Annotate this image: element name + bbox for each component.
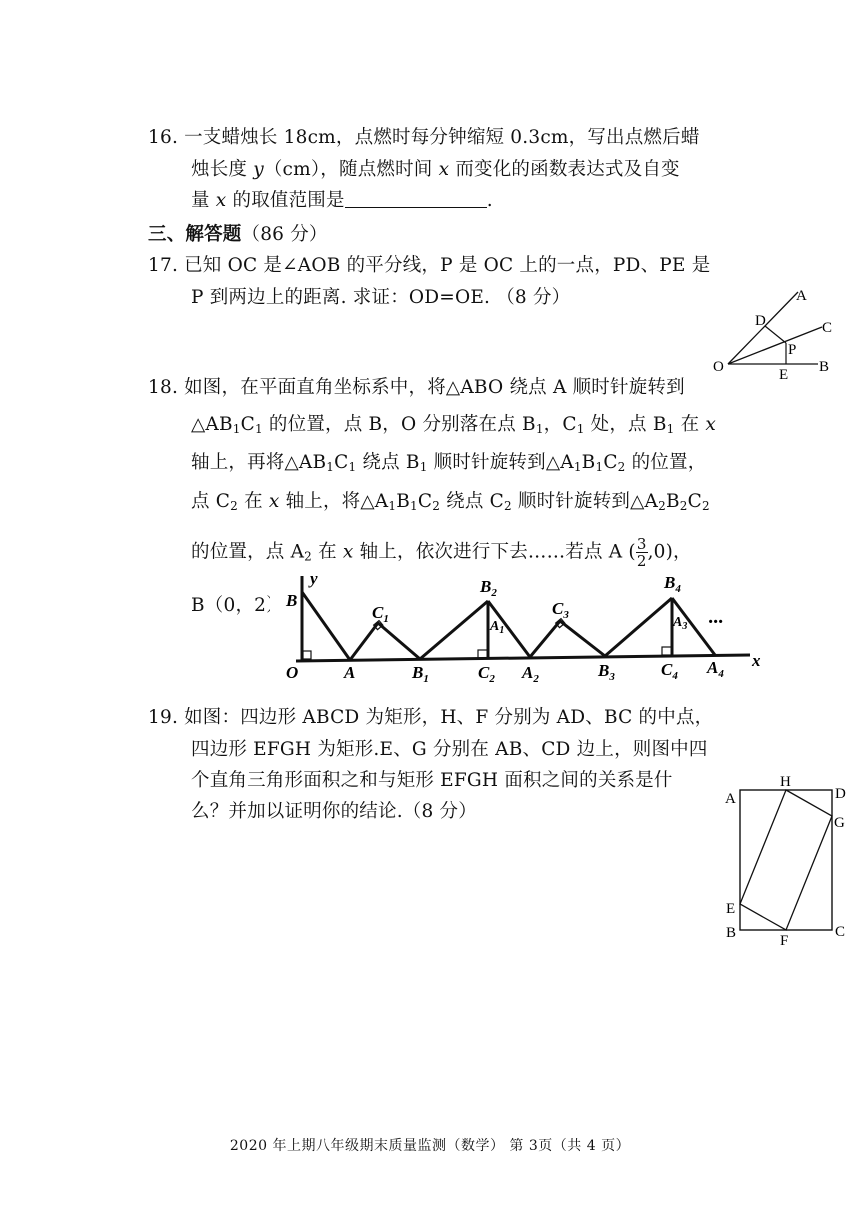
label-e: E (779, 367, 789, 383)
label-b2 (479, 577, 497, 599)
q19-line-1: 19. 如图：四边形 ABCD 为矩形，H、F 分别为 AD、BC 的中点， (148, 707, 714, 728)
q18-text: ,0)， (647, 541, 692, 563)
q18-text: C (603, 452, 618, 473)
q17-line-2: P 到两边上的距离. 求证：OD=OE. （8 分） (191, 287, 571, 308)
label-a4-main: A (707, 658, 719, 677)
q18-line-3 (191, 451, 706, 475)
q18-text: 的位置，点 A (191, 541, 305, 563)
label-b2-main: B (480, 577, 492, 596)
q19-line-4: 么？并加以证明你的结论.（8 分） (191, 801, 477, 822)
q18-line-4 (191, 490, 710, 514)
label-b2-sub: 2 (491, 587, 497, 599)
q18-text: 在 (674, 414, 706, 435)
fraction-denominator: 2 (636, 552, 647, 570)
subscript: 2 (503, 499, 512, 513)
label-o: O (713, 359, 724, 375)
triangle-a2b3c3 (530, 621, 605, 657)
q16-text: . (486, 190, 493, 211)
rectangle-abcd (740, 790, 832, 930)
q18-text: B (396, 491, 411, 512)
label-c1 (372, 603, 389, 625)
q18-text: C (417, 491, 433, 512)
page-footer: 2020 年上期八年级期末质量监测（数学） 第 3页（共 4 页） (229, 1138, 631, 1154)
rectangle-efgh (740, 790, 832, 930)
q17-line-1: 17. 已知 OC 是∠AOB 的平分线，P 是 OC 上的一点，PD、PE 是 (148, 255, 711, 276)
x-axis (296, 655, 750, 661)
label-c2-main: C (478, 663, 490, 682)
answer-blank[interactable] (345, 189, 487, 208)
label-a2 (521, 663, 539, 684)
subscript: 1 (255, 422, 263, 436)
label-c: C (822, 320, 833, 336)
q18-line-1: 18. 如图，在平面直角坐标系中，将△ABO 绕点 A 顺时针旋转到 (148, 377, 685, 398)
q16-line-1: 16. 一支蜡烛长 18cm，点燃时每分钟缩短 0.3cm，写出点燃后蜡 (148, 127, 700, 148)
label-a1-sub: 1 (499, 625, 505, 636)
label-b4 (663, 573, 681, 595)
q18-text: 轴上，依次进行下去……若点 A ( (353, 541, 636, 563)
q19-line-2: 四边形 EFGH 为矩形.E、G 分别在 AB、CD 边上，则图中四 (191, 739, 708, 760)
segment-ab (302, 592, 350, 660)
subscript: 1 (348, 460, 357, 474)
q18-text: B (581, 452, 596, 473)
subscript: 1 (410, 499, 418, 513)
q18-line-5 (191, 536, 692, 569)
var-x: x (215, 190, 227, 211)
var-y: y (253, 159, 264, 180)
label-c: C (835, 924, 846, 940)
q18-text: 轴上，将△A (279, 491, 389, 512)
right-angle-o (303, 651, 311, 659)
ray-oc (728, 327, 822, 364)
var-x: x (438, 159, 450, 180)
label-b: B (726, 925, 737, 941)
section-title: 三、解答题 (148, 224, 242, 245)
subscript: 1 (666, 422, 675, 436)
q18-text: C (240, 414, 255, 435)
q18-text: C (334, 452, 349, 473)
label-a1-main: A (490, 619, 500, 634)
label-b1 (411, 663, 429, 684)
q16-text: 而变化的函数表达式及自变 (449, 159, 680, 180)
subscript: 1 (573, 460, 582, 474)
label-c4-sub: 4 (672, 670, 678, 682)
label-o: O (286, 663, 299, 682)
label-a4-sub: 4 (718, 668, 724, 680)
q18-text: 在 (237, 491, 269, 512)
label-e: E (726, 901, 736, 917)
label-b4-main: B (664, 573, 676, 592)
subscript: 2 (701, 499, 710, 513)
q16-text: （cm），随点燃时间 (263, 159, 439, 180)
q19-line-3: 个直角三角形面积之和与矩形 EFGH 面积之间的关系是什 (191, 770, 673, 791)
label-c3-main: C (552, 599, 564, 618)
q18-text: 轴上，再将△AB (191, 452, 327, 473)
label-a: A (344, 663, 356, 682)
label-p: P (788, 342, 797, 358)
q18-text: C (687, 491, 702, 512)
label-d: D (755, 313, 766, 329)
q18-text: 顺时针旋转到△A (427, 452, 574, 473)
q16-text: 的取值范围是 (226, 190, 345, 211)
label-a: A (725, 791, 736, 807)
subscript: 2 (432, 499, 441, 513)
q18-text: 点 C (191, 491, 231, 512)
label-y: y (310, 569, 318, 588)
label-h: H (780, 774, 791, 790)
subscript: 2 (679, 499, 688, 513)
label-a3-main: A (673, 615, 683, 630)
label-dots: ··· (708, 611, 723, 633)
q18-text: 顺时针旋转到△A (511, 491, 659, 512)
fraction-numerator: 3 (636, 535, 647, 553)
q16-text: 烛长度 (191, 159, 254, 180)
label-b: B (286, 591, 298, 610)
label-a2-sub: 2 (533, 673, 539, 684)
subscript: 1 (326, 460, 335, 474)
label-b: B (819, 359, 830, 375)
label-c3-sub: 3 (563, 609, 569, 621)
q18-text: 的位置，点 B，O 分别落在点 B (262, 414, 536, 435)
label-a4 (706, 658, 724, 680)
q16-line-3 (191, 189, 493, 213)
q16-text: 量 (191, 190, 216, 211)
q18-text: △AB (191, 414, 233, 435)
q18-text: 绕点 B (356, 452, 420, 473)
section-heading (148, 223, 328, 247)
section-points: （86 分） (241, 224, 328, 245)
segment-pd (765, 326, 786, 343)
q18-line-6: B（0，2） (191, 595, 285, 616)
subscript: 2 (230, 499, 238, 513)
label-f: F (780, 933, 789, 949)
triangle-ab1c1 (350, 623, 420, 660)
label-a3-sub: 3 (682, 621, 688, 632)
label-b3-sub: 3 (609, 671, 615, 683)
label-c3 (552, 599, 569, 621)
q18-rotation-figure (270, 566, 790, 684)
q17-angle-figure (710, 280, 840, 385)
fraction-three-halves (636, 536, 648, 569)
subscript: 1 (595, 460, 604, 474)
label-b1-main: B (412, 663, 424, 682)
q18-line-2 (191, 413, 716, 437)
var-x: x (342, 541, 354, 563)
label-c4-main: C (661, 660, 673, 679)
label-g: G (834, 815, 845, 831)
subscript: 2 (658, 499, 666, 513)
subscript: 1 (388, 499, 397, 513)
subscript: 1 (419, 460, 428, 474)
label-d: D (835, 786, 846, 802)
label-c2 (478, 663, 495, 684)
label-c4 (661, 660, 678, 682)
label-c2-sub: 2 (489, 673, 495, 684)
label-b3-main: B (598, 661, 610, 680)
label-b3 (597, 661, 615, 683)
var-x: x (705, 414, 716, 435)
q18-text: 处，点 B (584, 414, 667, 435)
q18-text: B (665, 491, 680, 512)
label-a2-main: A (522, 663, 534, 682)
subscript: 1 (232, 422, 241, 436)
subscript: 1 (576, 422, 585, 436)
label-b4-sub: 4 (675, 583, 681, 595)
label-c1-main: C (372, 603, 384, 622)
label-b1-sub: 1 (423, 673, 429, 684)
q19-rectangle-figure (720, 770, 855, 950)
label-a: A (796, 288, 807, 304)
q18-text: ，C (543, 414, 577, 435)
subscript: 2 (617, 460, 626, 474)
label-c1-sub: 1 (383, 613, 389, 625)
q18-text: 的位置， (625, 452, 707, 473)
label-x: x (752, 651, 761, 670)
var-x: x (268, 491, 280, 512)
q18-text: 绕点 C (440, 491, 504, 512)
subscript: 2 (304, 549, 312, 564)
q18-text: 在 (312, 541, 343, 563)
q16-line-2 (191, 158, 680, 182)
subscript: 1 (535, 422, 544, 436)
